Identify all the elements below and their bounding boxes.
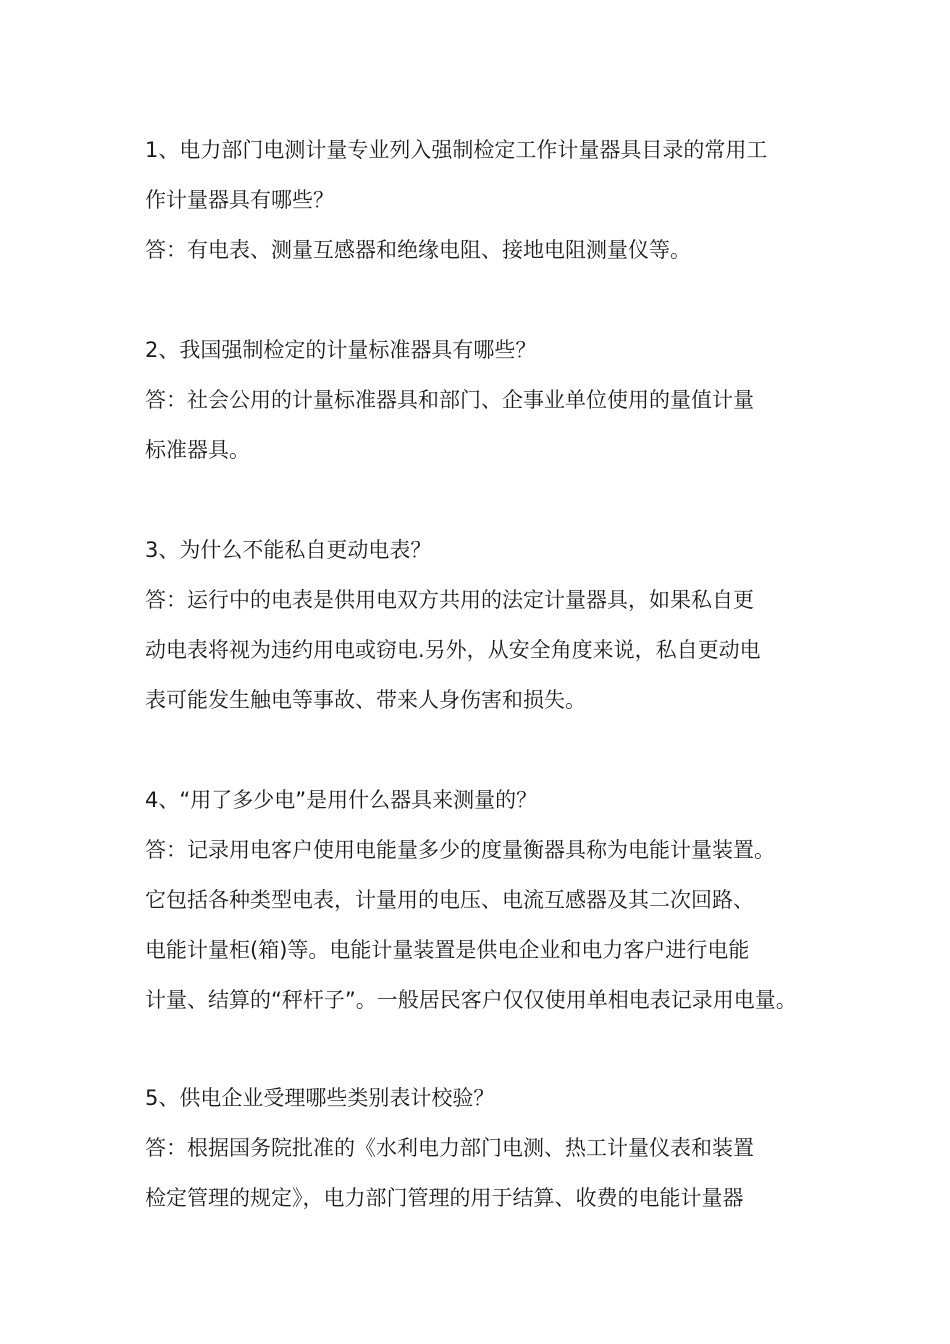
answer-line: 动电表将视为违约用电或窃电.另外，从安全角度来说，私自更动电 (145, 638, 761, 662)
qa-block-3 (145, 525, 825, 725)
answer-line: 表可能发生触电等事故、带来人身伤害和损失。 (145, 688, 586, 712)
answer-line: 它包括各种类型电表，计量用的电压、电流互感器及其二次回路、 (145, 888, 754, 912)
answer-line: 计量、结算的“秤杆子”。一般居民客户仅仅使用单相电表记录用电量。 (145, 988, 797, 1012)
question-line: 3、为什么不能私自更动电表？ (145, 538, 432, 562)
question-line: 2、我国强制检定的计量标准器具有哪些？ (145, 338, 537, 362)
qa-block-4 (145, 775, 825, 1025)
answer-line: 电能计量柜(箱)等。电能计量装置是供电企业和电力客户进行电能 (145, 938, 750, 962)
answer-line: 答：有电表、测量互感器和绝缘电阻、接地电阻测量仪等。 (145, 238, 691, 262)
qa-block-2 (145, 325, 825, 475)
question-line: 作计量器具有哪些？ (145, 188, 334, 212)
answer-line: 检定管理的规定》，电力部门管理的用于结算、收费的电能计量器 (145, 1186, 744, 1210)
qa-block-5 (145, 1073, 825, 1223)
qa-block-1 (145, 125, 825, 275)
question-line: 4、“用了多少电”是用什么器具来测量的？ (145, 788, 538, 812)
answer-line: 答：社会公用的计量标准器具和部门、企事业单位使用的量值计量 (145, 388, 754, 412)
answer-line: 答：记录用电客户使用电能量多少的度量衡器具称为电能计量装置。 (145, 838, 775, 862)
answer-line: 标准器具。 (145, 438, 250, 462)
answer-line: 答：根据国务院批准的《水利电力部门电测、热工计量仪表和装置 (145, 1136, 754, 1160)
question-line: 5、供电企业受理哪些类别表计校验？ (145, 1086, 495, 1110)
question-line: 1、电力部门电测计量专业列入强制检定工作计量器具目录的常用工 (145, 138, 768, 162)
answer-line: 答：运行中的电表是供用电双方共用的法定计量器具，如果私自更 (145, 588, 754, 612)
